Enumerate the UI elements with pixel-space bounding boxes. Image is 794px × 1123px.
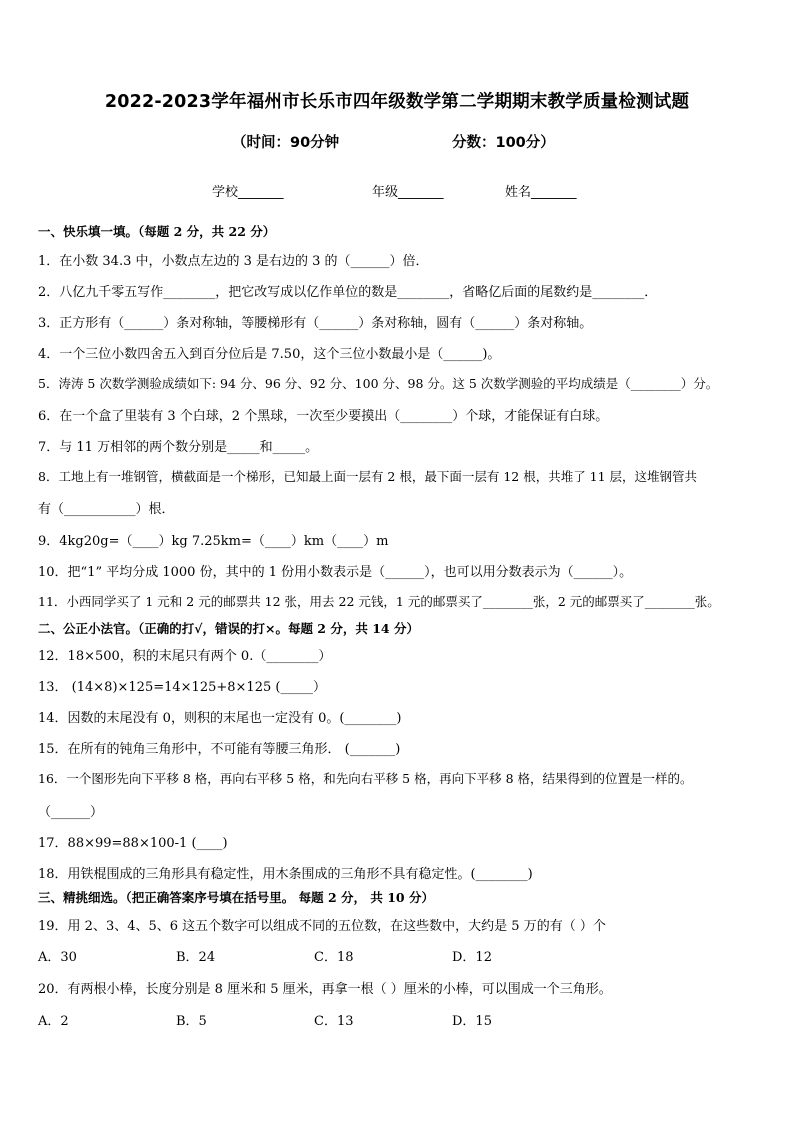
question-5: 5．涛涛 5 次数学测验成绩如下: 94 分、96 分、92 分、100 分、98 分。这 5 次数学测验的平均成绩是（________）分。 (38, 376, 719, 391)
section-heading-3: 三、精挑细选。（把正确答案序号填在括号里。 每题 2 分， 共 10 分） (38, 890, 434, 905)
question-16-line-1: 16．一个图形先向下平移 8 格，再向右平移 5 格，和先向右平移 5 格，再向下平移 8 格，结果得到的位置是一样的。 (38, 771, 693, 786)
question-8-line-2: 有（___________）根． (38, 502, 175, 517)
option-19-d[interactable]: D．12 (452, 950, 492, 965)
question-20: 20．有两根小棒，长度分别是 8 厘米和 5 厘米，再拿一根（ ）厘米的小棒，可以围成一个三角形。 (38, 982, 612, 997)
question-13: 13． (14×8)×125=14×125+8×125 (_____） (38, 680, 326, 695)
section-heading-2: 二、公正小法官。（正确的打√，错误的打×。每题 2 分，共 14 分） (38, 621, 419, 636)
question-4: 4．一个三位小数四舍五入到百分位后是 7.50，这个三位小数最小是（______)。 (38, 347, 501, 362)
exam-score: 分数：100分） (452, 135, 555, 151)
question-19: 19．用 2、3、4、5、6 这五个数字可以组成不同的五位数，在这些数中，大约是 5 万的有（ ）个 (38, 919, 606, 934)
option-20-a[interactable]: A．2 (38, 1014, 69, 1029)
question-14: 14．因数的末尾没有 0，则积的末尾也一定没有 0。(________) (38, 711, 402, 726)
exam-time: （时间：90分钟 (232, 135, 340, 151)
option-19-a[interactable]: A．30 (38, 950, 77, 965)
question-2: 2．八亿九千零五写作________，把它改写成以亿作单位的数是________，省略亿后面的尾数约是________． (38, 285, 658, 300)
page-title: 2022-2023学年福州市长乐市四年级数学第二学期期末教学质量检测试题 (104, 92, 690, 112)
question-16-line-2: （______） (38, 805, 104, 820)
grade-field[interactable]: 年级_______ (372, 185, 444, 200)
section-heading-1: 一、快乐填一填。（每题 2 分，共 22 分） (38, 224, 276, 239)
question-10: 10．把“1” 平均分成 1000 份，其中的 1 份用小数表示是（______），也可以用分数表示为（______）。 (38, 565, 633, 580)
option-20-b[interactable]: B．5 (176, 1014, 207, 1029)
option-19-b[interactable]: B．24 (176, 950, 216, 965)
question-11: 11．小西同学买了 1 元和 2 元的邮票共 12 张，用去 22 元钱，1 元的邮票买了________张，2 元的邮票买了________张。 (38, 594, 720, 609)
question-8-line-1: 8．工地上有一堆钢管，横截面是一个梯形，已知最上面一层有 2 根，最下面一层有 12 根，共堆了 11 层，这堆钢管共 (38, 469, 698, 484)
question-12: 12．18×500，积的末尾只有两个 0.（________） (38, 649, 332, 664)
option-20-d[interactable]: D．15 (452, 1014, 492, 1029)
option-19-c[interactable]: C．18 (314, 950, 354, 965)
question-17: 17．88×99=88×100-1 (____) (38, 836, 228, 851)
option-20-c[interactable]: C．13 (314, 1014, 354, 1029)
question-18: 18．用铁棍围成的三角形具有稳定性，用木条围成的三角形不具有稳定性。(________) (38, 867, 533, 882)
question-3: 3．正方形有（______）条对称轴，等腰梯形有（______）条对称轴，圆有（______）条对称轴。 (38, 316, 593, 331)
question-7: 7．与 11 万相邻的两个数分别是_____和_____。 (38, 440, 319, 455)
school-field[interactable]: 学校_______ (212, 185, 284, 200)
question-15: 15．在所有的钝角三角形中，不可能有等腰三角形． (_______) (38, 742, 401, 757)
name-field[interactable]: 姓名_______ (505, 185, 577, 200)
question-1: 1．在小数 34.3 中，小数点左边的 3 是右边的 3 的（______）倍． (38, 254, 429, 269)
question-6: 6．在一个盒了里装有 3 个白球，2 个黑球，一次至少要摸出（________）个球，才能保证有白球。 (38, 409, 609, 424)
question-9: 9．4kg20g=（____）kg 7.25km=（____）km（____）m (38, 534, 389, 549)
